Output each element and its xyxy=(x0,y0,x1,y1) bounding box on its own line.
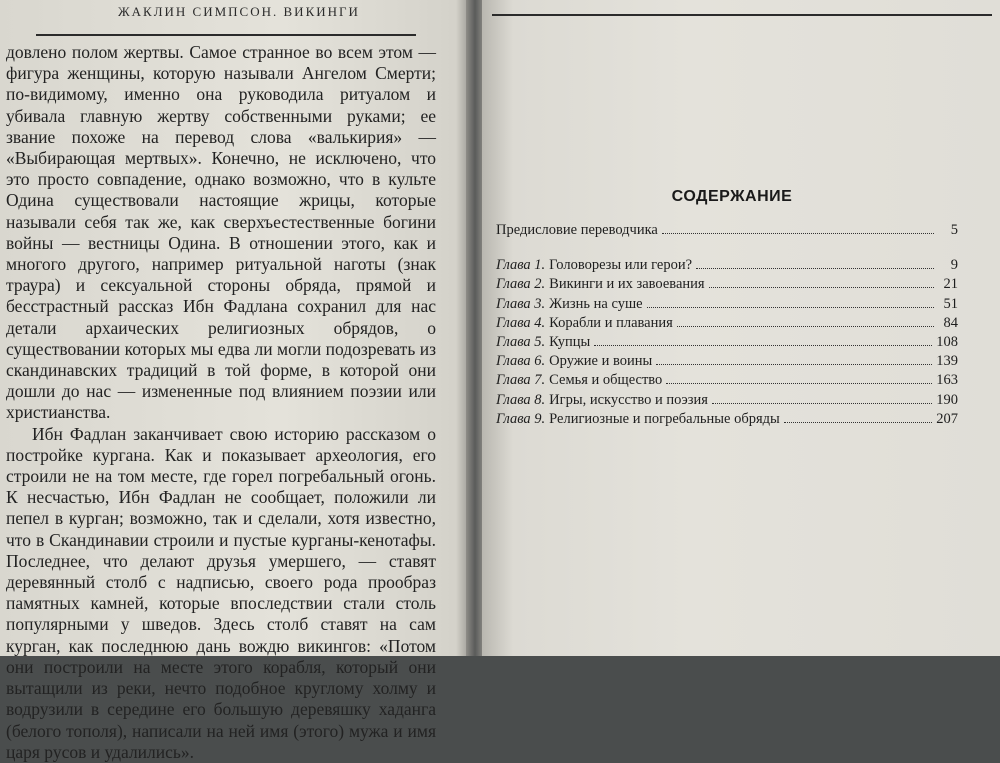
toc-spacer xyxy=(496,247,958,257)
leader-dots xyxy=(594,344,932,346)
paragraph: Ибн Фадлан заканчивает свою историю рассказом о постройке кургана. Как и показывает археология, его строили не на том месте, где горел погребальный огонь. К несчастью, Ибн Фадлан не сообщает, положили ли пепел в курган; возможно, так и сделали, хотя известно, что в Скандинавии строили и пустые курганы-кенотафы. Последнее, что делают друзья умершего, — ставят деревянный столб с надписью, своего рода прообраз памятных камней, которые впоследствии стали столь популярными у шведов. Здесь столб ставят на сам курган, как последнюю дань вождю викингов: «Потом они построили на месте этого корабля, который они вытащили из реки, нечто подобное круглому холму и водрузили в середине его большую деревяшку хаданга (белого тополя), написали на ней имя (этого) мужа и имя царя русов и удалились». xyxy=(6,423,436,762)
chapter-number: Глава 4. xyxy=(496,314,546,331)
header-rule xyxy=(36,34,416,36)
toc-page-number: 84 xyxy=(943,314,958,331)
leader-dots xyxy=(666,382,932,384)
leader-dots xyxy=(712,402,932,404)
toc-page-number: 139 xyxy=(936,353,958,370)
right-page xyxy=(482,0,1000,656)
toc-page-number: 207 xyxy=(936,410,958,427)
toc-entry xyxy=(496,353,958,372)
toc-entry-preface xyxy=(496,222,958,241)
chapter-title: Головорезы или герои? xyxy=(549,257,693,274)
chapter-number: Глава 7. xyxy=(496,372,546,389)
toc-page-number: 163 xyxy=(936,372,958,389)
chapter-title: Игры, искусство и поэзия xyxy=(549,391,708,408)
chapter-title: Купцы xyxy=(549,333,591,350)
leader-dots xyxy=(709,286,934,288)
leader-dots xyxy=(677,325,934,327)
leader-dots xyxy=(784,421,932,423)
toc-page-number: 108 xyxy=(936,333,958,350)
toc-entry xyxy=(496,276,958,295)
chapter-title: Викинги и их завоевания xyxy=(549,276,705,293)
chapter-number: Глава 5. xyxy=(496,333,546,350)
header-rule xyxy=(492,14,992,16)
toc-entry xyxy=(496,372,958,391)
toc-entry xyxy=(496,392,958,411)
chapter-number: Глава 3. xyxy=(496,295,546,312)
toc-page-number: 21 xyxy=(943,276,958,293)
chapter-number: Глава 8. xyxy=(496,391,546,408)
paragraph: довлено полом жертвы. Самое странное во всем этом — фигура женщины, которую называли Ангелом Смерти; по-видимому, именно она руководила ритуалом и убивала главную жертву собственными руками; ее звание похоже на перевод слова «валькирия» — «Выбирающая мертвых». Конечно, не исключено, что это просто совпадение, однако возможно, что в культе Одина существовали настоящие жрицы, которые называли себя так же, как сверхъестественные богини войны — вестницы Одина. В отношении этого, как и многого другого, например ритуальной наготы (знак траура) и сексуальной стороны обряда, прямой и бесстрастный рассказ Ибн Фадлана сохранил для нас детали архаических религиозных обрядов, о существовании которых мы едва ли могли подозревать из скандинавских традиций в той форме, в которой они дошли до нас — измененные под влиянием поэзии или христианства. xyxy=(6,42,436,423)
toc-entry xyxy=(496,334,958,353)
toc-entry xyxy=(496,257,958,276)
chapter-number: Глава 2. xyxy=(496,276,546,293)
left-page xyxy=(0,0,470,762)
body-text xyxy=(6,42,436,763)
chapter-title: Корабли и плавания xyxy=(549,314,673,331)
chapter-title: Жизнь на суше xyxy=(549,295,643,312)
chapter-title: Оружие и воины xyxy=(549,353,653,370)
chapter-number: Глава 9. xyxy=(496,410,546,427)
toc-title: СОДЕРЖАНИЕ xyxy=(671,188,793,205)
leader-dots xyxy=(662,232,934,234)
toc-page-number: 51 xyxy=(943,295,958,312)
toc-entry xyxy=(496,296,958,315)
chapter-number: Глава 1. xyxy=(496,257,546,274)
toc-page-number: 9 xyxy=(950,257,958,274)
chapter-number: Глава 6. xyxy=(496,353,546,370)
leader-dots xyxy=(696,267,934,269)
toc-entry xyxy=(496,411,958,430)
table-of-contents xyxy=(496,222,958,430)
running-head: ЖАКЛИН СИМПСОН. ВИКИНГИ xyxy=(118,4,360,19)
toc-page-number: 190 xyxy=(936,391,958,408)
toc-page-number: 5 xyxy=(950,222,958,238)
toc-entry xyxy=(496,315,958,334)
chapter-title: Семья и общество xyxy=(549,372,663,389)
chapter-title: Религиозные и погребальные обряды xyxy=(549,410,780,427)
leader-dots xyxy=(647,306,934,308)
toc-entry-title: Предисловие переводчика xyxy=(496,222,658,238)
leader-dots xyxy=(656,363,932,365)
